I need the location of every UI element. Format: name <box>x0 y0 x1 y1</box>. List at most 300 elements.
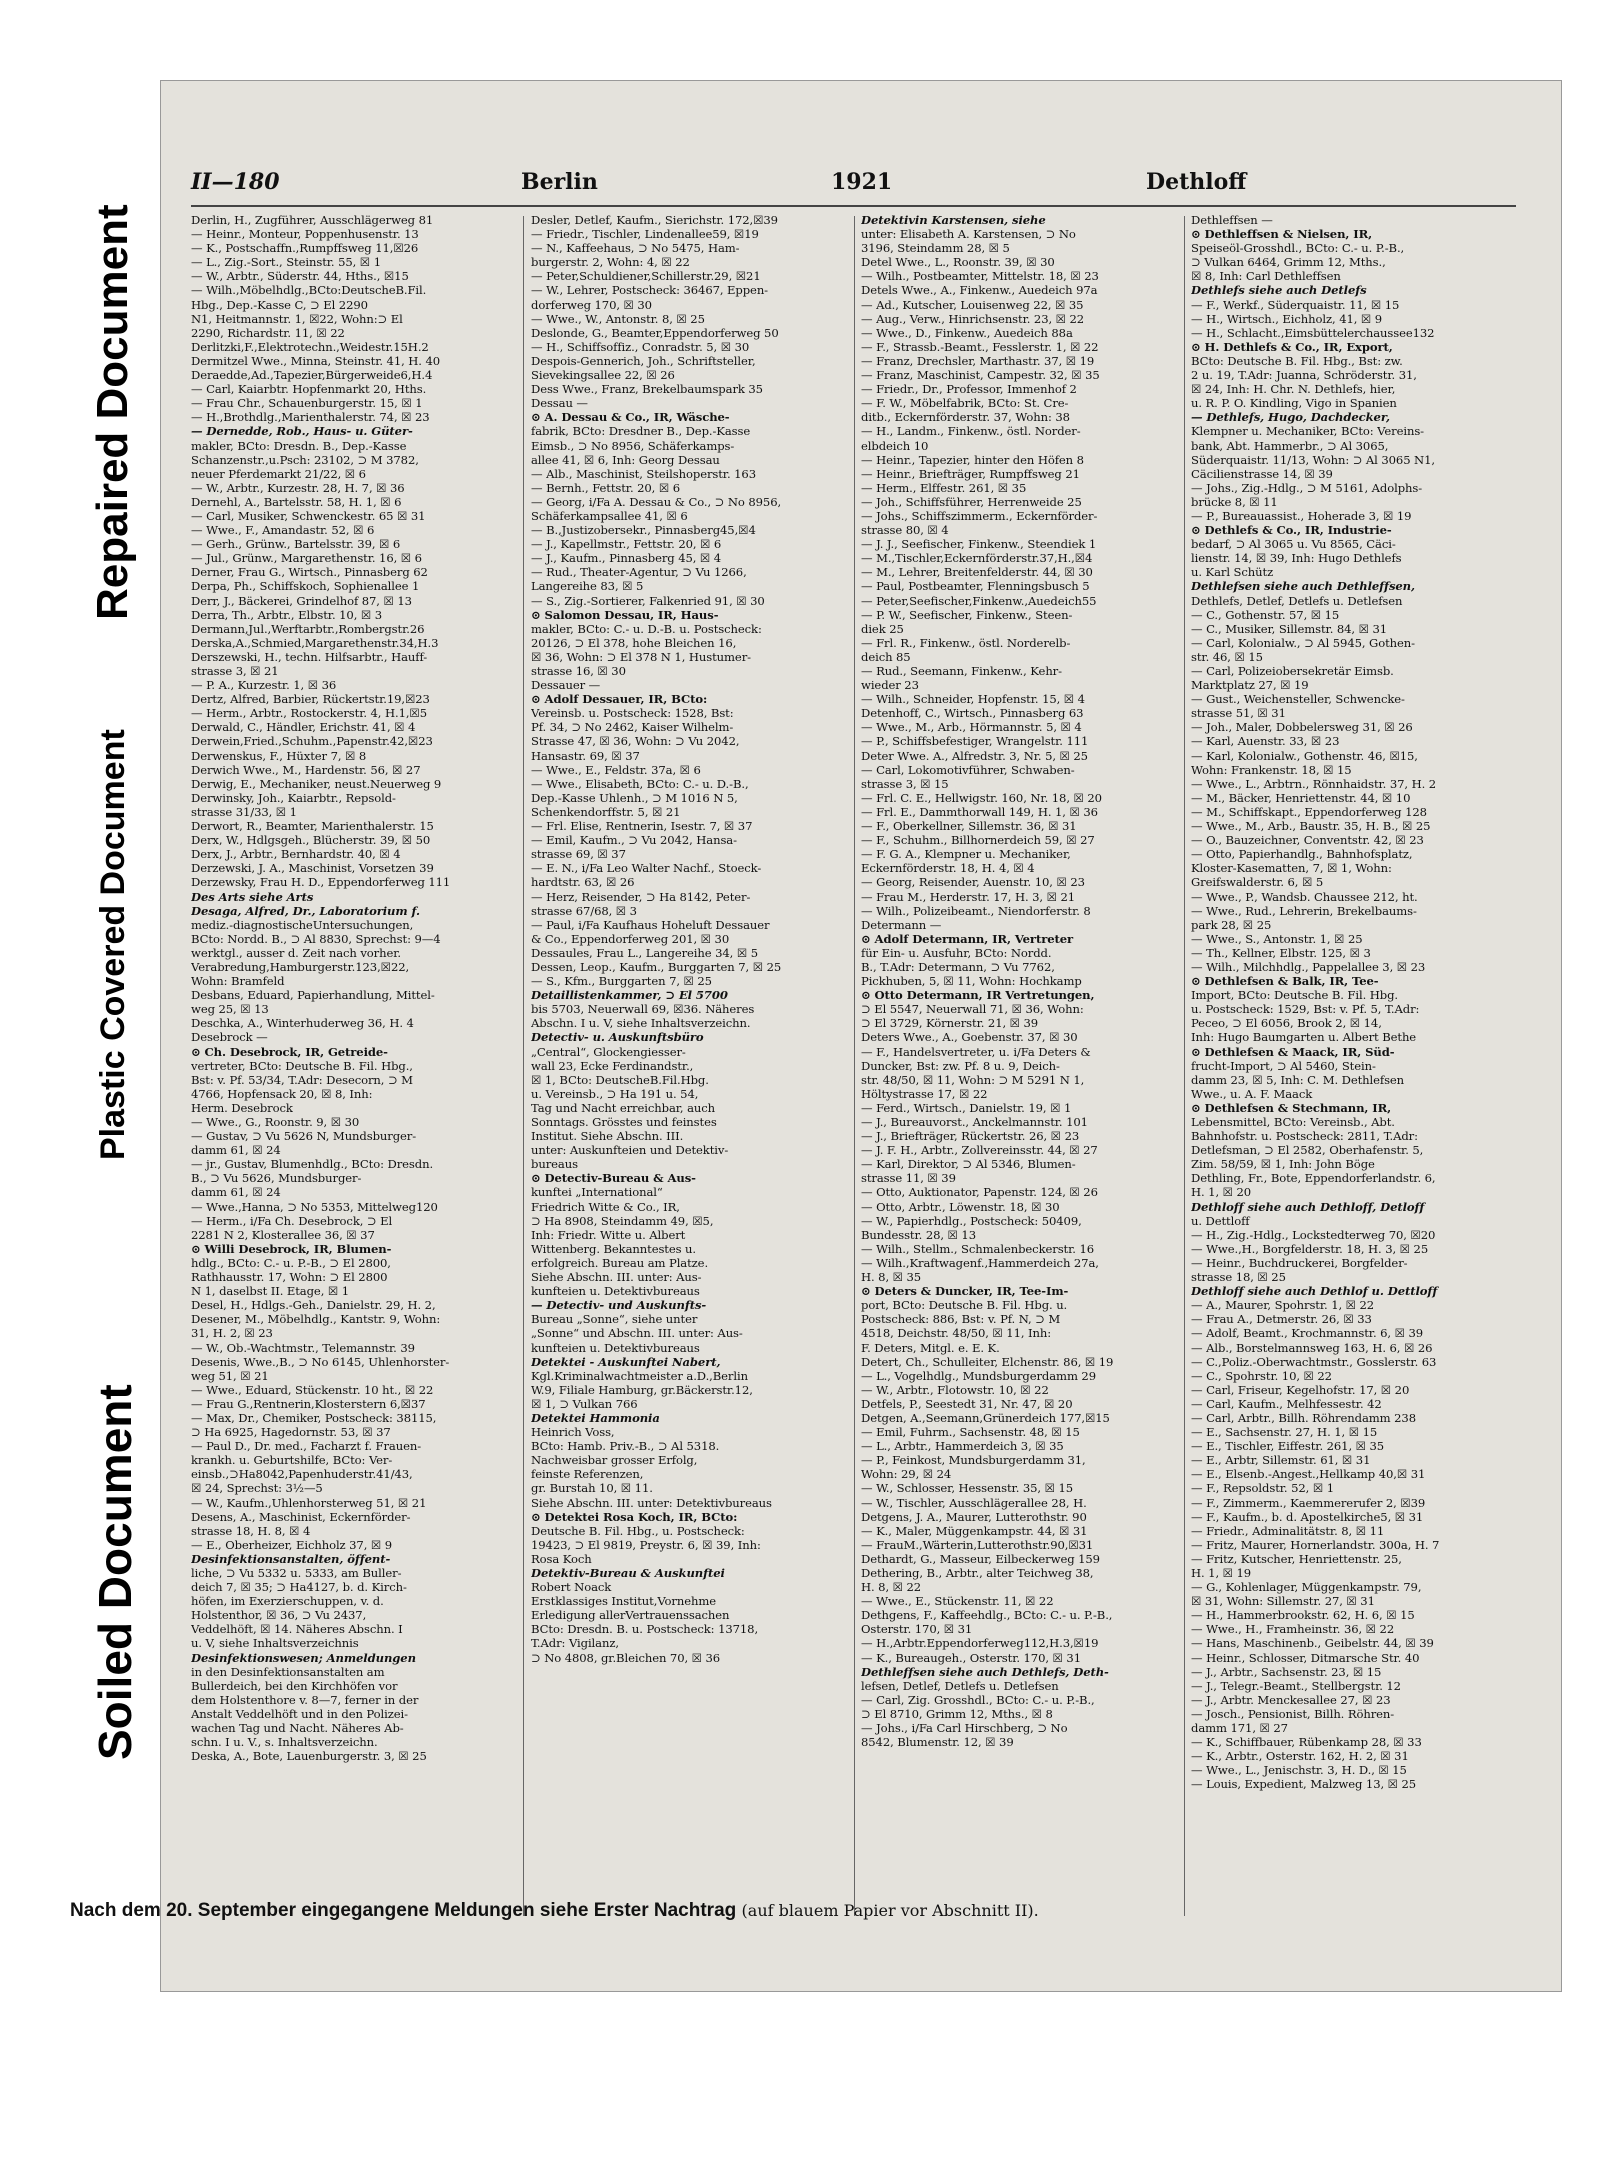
directory-entry: Peceo, ⊃ El 6056, Brook 2, ☒ 14, <box>1191 1016 1382 1031</box>
directory-entry: Institut. Siehe Abschn. III. <box>531 1129 684 1144</box>
directory-entry: ☒ 36, Wohn: ⊃ El 378 N 1, Hustumer- <box>531 649 751 664</box>
directory-entry: Siehe Abschn. III. unter: Detektivbureaus <box>531 1495 772 1510</box>
directory-entry: — W., Arbtr., Kurzestr. 28, H. 7, ☒ 36 <box>191 480 405 495</box>
directory-entry: Detektei Hammonia <box>531 1410 660 1425</box>
directory-entry: bis 5703, Neuerwall 69, ☒36. Näheres <box>531 1002 755 1017</box>
directory-entry: Süderquaistr. 11/13, Wohn: ⊃ Al 3065 N1, <box>1191 452 1435 467</box>
directory-entry: ⊙ Dethlefsen & Balk, IR, Tee- <box>1191 974 1379 989</box>
directory-entry: Dernehl, A., Bartelsstr. 58, H. 1, ☒ 6 <box>191 494 402 509</box>
directory-entry: — Joh., Maler, Dobbelersweg 31, ☒ 26 <box>1191 720 1413 735</box>
directory-entry: Duncker, Bst: zw. Pf. 8 u. 9, Deich- <box>861 1058 1060 1073</box>
directory-entry: burgerstr. 2, Wohn: 4, ☒ 22 <box>531 255 690 270</box>
directory-column-1 <box>191 213 521 1953</box>
directory-entry: einsb.,⊃Ha8042,Papenhuderstr.41/43, <box>191 1467 413 1482</box>
directory-entry: Hansastr. 69, ☒ 37 <box>531 748 640 763</box>
directory-entry: Vereinsb. u. Postscheck: 1528, Bst: <box>531 706 734 721</box>
directory-entry: Greifswalderstr. 6, ☒ 5 <box>1191 875 1324 890</box>
directory-entry: — M.,Tischler,Eckernförderstr.37,H.,☒4 <box>861 551 1093 566</box>
directory-entry: — Herm., Arbtr., Rostockerstr. 4, H.1,☒5 <box>191 706 428 721</box>
header-running-name: Dethloff <box>1146 169 1247 195</box>
directory-entry: Deter Wwe. A., Alfredstr. 3, Nr. 5, ☒ 25 <box>861 748 1088 763</box>
directory-entry: — FrauM.,Wärterin,Lutterothstr.90,☒31 <box>861 1537 1094 1552</box>
directory-entry: Dep.-Kasse Uhlenh., ⊃ M 1016 N 5, <box>531 790 738 805</box>
directory-entry: BCto: Dresdn. B. u. Postscheck: 13718, <box>531 1622 759 1637</box>
directory-entry: strasse 31/33, ☒ 1 <box>191 804 297 819</box>
directory-entry: — Bernh., Fettstr. 20, ☒ 6 <box>531 480 681 495</box>
directory-entry: ⊙ Dethlefs & Co., IR, Industrie- <box>1191 523 1392 538</box>
directory-entry: — E., Arbtr, Sillemstr. 61, ☒ 31 <box>1191 1453 1371 1468</box>
directory-entry: — Otto, Auktionator, Papenstr. 124, ☒ 26 <box>861 1185 1098 1200</box>
directory-entry: Wwe., u. A. F. Maack <box>1191 1086 1313 1101</box>
directory-entry: — J. J., Seefischer, Finkenw., Steendiek 1 <box>861 537 1097 552</box>
directory-entry: Eimsb., ⊃ No 8956, Schäferkamps- <box>531 438 735 453</box>
directory-entry: — S., Kfm., Burggarten 7, ☒ 25 <box>531 974 712 989</box>
directory-entry: F. Deters, Mitgl. e. E. K. <box>861 1340 1000 1355</box>
directory-entry: — Peter,Schuldiener,Schillerstr.29, ☒21 <box>531 269 761 284</box>
directory-entry: — K., Arbtr., Osterstr. 162, H. 2, ☒ 31 <box>1191 1749 1409 1764</box>
directory-column-4 <box>1191 213 1521 1953</box>
directory-entry: — K., Postschaffn.,Rumpffsweg 11,☒26 <box>191 241 419 256</box>
directory-entry: Marktplatz 27, ☒ 19 <box>1191 678 1309 693</box>
directory-entry: — J., Bureauvorst., Anckelmannstr. 101 <box>861 1115 1088 1129</box>
directory-entry: Derzewsky, Frau H. D., Eppendorferweg 111 <box>191 875 451 890</box>
directory-entry: — F., Schuhm., Billhornerdeich 59, ☒ 27 <box>861 833 1095 848</box>
directory-entry: — H.,Brothdlg.,Marienthalerstr. 74, ☒ 23 <box>191 410 430 425</box>
directory-entry: — Friedr., Adminalitätstr. 8, ☒ 11 <box>1191 1523 1385 1538</box>
directory-entry: Verabredung,Hamburgerstr.123,☒22, <box>191 959 410 974</box>
directory-entry: 4766, Hopfensack 20, ☒ 8, Inh: <box>191 1086 373 1101</box>
directory-entry: — H., Wirtsch., Eichholz, 41, ☒ 9 <box>1191 311 1383 326</box>
page-footer <box>70 1900 1410 1926</box>
directory-entry: — W., Tischler, Ausschlägerallee 28, H. <box>861 1495 1087 1510</box>
directory-entry: — Wwe.,H., Borgfelderstr. 18, H. 3, ☒ 25 <box>1191 1241 1429 1256</box>
directory-entry: ☒ 24, Inh: H. Chr. N. Dethlefs, hier, <box>1191 382 1396 397</box>
directory-entry: ⊃ El 8710, Grimm 12, Mths., ☒ 8 <box>861 1706 1053 1721</box>
directory-entry: Deschka, A., Winterhuderweg 36, H. 4 <box>191 1016 414 1031</box>
directory-entry: ⊙ Ch. Desebrock, IR, Getreide- <box>191 1044 388 1059</box>
directory-entry: — Wwe., L., Arbtrn., Rönnhaidstr. 37, H. 2 <box>1191 776 1437 791</box>
directory-entry: Dertz, Alfred, Barbier, Rückertstr.19,☒23 <box>191 692 430 707</box>
directory-entry: Eckernförderstr. 18, H. 4, ☒ 4 <box>861 861 1035 876</box>
directory-entry: B., ⊃ Vu 5626, Mundsburger- <box>191 1171 362 1186</box>
directory-entry: — F., Repsoldstr. 52, ☒ 1 <box>1191 1481 1334 1496</box>
directory-entry: — H., Zig.-Hdlg., Lockstedterweg 70, ☒20 <box>1191 1227 1436 1242</box>
directory-entry: ⊃ Ha 8908, Steindamm 49, ☒5, <box>531 1213 714 1228</box>
directory-entry: Detlefsman, ⊃ El 2582, Oberhafenstr. 5, <box>1191 1143 1424 1158</box>
directory-entry: — P. A., Kurzestr. 1, ☒ 36 <box>191 678 337 693</box>
directory-entry: ⊙ A. Dessau & Co., IR, Wäsche- <box>531 410 730 425</box>
directory-entry: — Josch., Pensionist, Billh. Röhren- <box>1191 1706 1395 1721</box>
directory-entry: allee 41, ☒ 6, Inh: Georg Dessau <box>531 452 720 467</box>
directory-entry: — Franz, Drechsler, Marthastr. 37, ☒ 19 <box>861 353 1095 368</box>
directory-entry: — Herm., Elffestr. 261, ☒ 35 <box>861 480 1027 495</box>
directory-entry: ☒ 31, Wohn: Sillemstr. 27, ☒ 31 <box>1191 1594 1375 1609</box>
directory-entry: — Adolf, Beamt., Krochmannstr. 6, ☒ 39 <box>1191 1326 1424 1341</box>
directory-entry: str. 48/50, ☒ 11, Wohn: ⊃ M 5291 N 1, <box>861 1072 1085 1087</box>
directory-entry: — Carl, Friseur, Kegelhofstr. 17, ☒ 20 <box>1191 1382 1410 1397</box>
directory-entry: ⊙ Detektei Rosa Koch, IR, BCto: <box>531 1509 738 1524</box>
directory-entry: — K., Maler, Müggenkampstr. 44, ☒ 31 <box>861 1523 1088 1538</box>
directory-entry: Rosa Koch <box>531 1551 592 1566</box>
directory-entry: — E. N., i/Fa Leo Walter Nachf., Stoeck- <box>531 861 762 876</box>
directory-entry: Heinrich Voss, <box>531 1425 615 1440</box>
directory-entry: lefsen, Detlef, Detlefs u. Detlefsen <box>861 1678 1059 1693</box>
directory-entry: — L., Zig.-Sort., Steinstr. 55, ☒ 1 <box>191 255 381 270</box>
directory-entry: damm 61, ☒ 24 <box>191 1143 281 1158</box>
directory-entry: Derwort, R., Beamter, Marienthalerstr. 15 <box>191 819 434 834</box>
directory-entry: ⊙ Willi Desebrock, IR, Blumen- <box>191 1241 392 1256</box>
directory-entry: strasse 51, ☒ 31 <box>1191 706 1286 721</box>
directory-entry: wachen Tag und Nacht. Näheres Ab- <box>191 1721 404 1736</box>
directory-entry: Erstklassiges Institut,Vornehme <box>531 1594 716 1609</box>
directory-entry: N 1, daselbst II. Etage, ☒ 1 <box>191 1284 350 1299</box>
directory-entry: 20126, ⊃ El 378, hohe Bleichen 16, <box>531 635 737 650</box>
header-rule <box>191 205 1516 207</box>
directory-entry: gr. Burstah 10, ☒ 11. <box>531 1481 653 1496</box>
directory-entry: Dethling, Fr., Bote, Eppendorferlandstr. 6, <box>1191 1171 1436 1186</box>
directory-entry: Klempner u. Mechaniker, BCto: Vereins- <box>1191 424 1424 439</box>
directory-entry: krankh. u. Geburtshilfe, BCto: Ver- <box>191 1453 393 1468</box>
directory-entry: — H., Schiffsoffiz., Conradstr. 5, ☒ 30 <box>531 339 750 354</box>
directory-entry: Detenhoff, C., Wirtsch., Pinnasberg 63 <box>861 706 1084 721</box>
directory-entry: Dethlefs, Detlef, Detlefs u. Detlefsen <box>1191 593 1403 608</box>
directory-entry: kunftei „International“ <box>531 1185 663 1200</box>
directory-entry: erfolgreich. Bureau am Platze. <box>531 1255 709 1270</box>
directory-entry: — Heinr., Tapezier, hinter den Höfen 8 <box>861 452 1084 467</box>
directory-entry: Desens, A., Maschinist, Eckernförder- <box>191 1509 411 1524</box>
directory-entry: — H., Landm., Finkenw., östl. Norder- <box>861 424 1081 439</box>
directory-entry: — M., Bäcker, Henriettenstr. 44, ☒ 10 <box>1191 790 1411 805</box>
directory-entry: Speiseöl-Grosshdl., BCto: C.- u. P.-B., <box>1191 241 1405 256</box>
directory-entry: Determann — <box>861 917 942 932</box>
directory-entry: — F., Zimmerm., Kaemmererufer 2, ☒39 <box>1191 1495 1426 1510</box>
directory-entry: — Wwe., Elisabeth, BCto: C.- u. D.-B., <box>531 776 749 791</box>
directory-entry: — Herm., i/Fa Ch. Desebrock, ⊃ El <box>191 1213 393 1228</box>
directory-entry: strasse 69, ☒ 37 <box>531 847 626 862</box>
directory-entry: — Wilh.,Möbelhdlg.,BCto:DeutscheB.Fil. <box>191 283 427 298</box>
directory-entry: ⊃ Vulkan 6464, Grimm 12, Mths., <box>1191 255 1386 270</box>
directory-entry: — F., Strassb.-Beamt., Fesslerstr. 1, ☒ 22 <box>861 339 1099 354</box>
directory-entry: Dethleffsen — <box>1191 213 1273 227</box>
directory-entry: ⊃ El 5547, Neuerwall 71, ☒ 36, Wohn: <box>861 1002 1084 1017</box>
directory-entry: — Karl, Kolonialw., Gothenstr. 46, ☒15, <box>1191 748 1418 763</box>
directory-entry: fabrik, BCto: Dresdner B., Dep.-Kasse <box>531 424 751 439</box>
directory-entry: — E., Oberheizer, Eichholz 37, ☒ 9 <box>191 1537 393 1552</box>
directory-entry: Pickhuben, 5, ☒ 11, Wohn: Hochkamp <box>861 974 1082 989</box>
directory-entry: Deters Wwe., A., Goebenstr. 37, ☒ 30 <box>861 1030 1078 1045</box>
directory-entry: kunfteien u. Detektivbureaus <box>531 1340 700 1355</box>
directory-entry: — Frl. E., Dammthorwall 149, H. 1, ☒ 36 <box>861 804 1098 819</box>
directory-entry: — H., Schlacht.,Eimsbüttelerchaussee132 <box>1191 325 1435 340</box>
directory-entry: — C., Spohrstr. 10, ☒ 22 <box>1191 1368 1332 1383</box>
directory-entry: makler, BCto: Dresdn. B., Dep.-Kasse <box>191 438 407 453</box>
directory-entry: — Wwe., H., Framheinstr. 36, ☒ 22 <box>1191 1622 1395 1637</box>
directory-entry: Dethloff siehe auch Dethloff, Detloff <box>1191 1199 1425 1214</box>
directory-entry: 19423, ⊃ El 9819, Preystr. 6, ☒ 39, Inh: <box>531 1537 761 1552</box>
directory-entry: Schanzenstr.,u.Psch: 23102, ⊃ M 3782, <box>191 452 419 467</box>
directory-entry: — W., Kaufm.,Uhlenhorsterweg 51, ☒ 21 <box>191 1495 427 1510</box>
directory-entry: — Aug., Verw., Hinrichsenstr. 23, ☒ 22 <box>861 311 1085 326</box>
directory-entry: ⊙ Deters & Duncker, IR, Tee-Im- <box>861 1284 1069 1299</box>
directory-entry: Dethlefsen siehe auch Dethleffsen, <box>1191 579 1415 594</box>
directory-entry: — S., Zig.-Sortierer, Falkenried 91, ☒ 30 <box>531 593 765 608</box>
directory-entry: — Wilh., Schneider, Hopfenstr. 15, ☒ 4 <box>861 692 1085 707</box>
directory-entry: bank, Abt. Hammerbr., ⊃ Al 3065, <box>1191 438 1389 453</box>
directory-entry: Hbg., Dep.-Kasse C, ⊃ El 2290 <box>191 297 368 312</box>
directory-entry: Derpa, Ph., Schiffskoch, Sophienallee 1 <box>191 579 420 594</box>
directory-entry: damm 171, ☒ 27 <box>1191 1721 1288 1736</box>
directory-entry: brücke 8, ☒ 11 <box>1191 494 1278 509</box>
directory-entry: — G., Kohlenlager, Müggenkampstr. 79, <box>1191 1580 1422 1595</box>
directory-entry: Derwenskus, F., Hüxter 7, ☒ 8 <box>191 748 367 763</box>
directory-entry: „Sonne“ und Abschn. III. unter: Aus- <box>531 1326 743 1341</box>
directory-entry: u. Vereinsb., ⊃ Ha 191 u. 54, <box>531 1086 699 1101</box>
directory-entry: Bureau „Sonne“, siehe unter <box>531 1312 698 1327</box>
directory-entry: — Frau M., Herderstr. 17, H. 3, ☒ 21 <box>861 889 1076 904</box>
directory-entry: dorferweg 170, ☒ 30 <box>531 297 652 312</box>
directory-entry: Derlin, H., Zugführer, Ausschlägerweg 81 <box>191 213 434 227</box>
directory-entry: — Louis, Expedient, Malzweg 13, ☒ 25 <box>1191 1777 1417 1792</box>
directory-entry: Derwald, C., Händler, Erichstr. 41, ☒ 4 <box>191 720 416 735</box>
directory-entry: ☒ 1, ⊃ Vulkan 766 <box>531 1396 638 1411</box>
directory-entry: — E., Sachsenstr. 27, H. 1, ☒ 15 <box>1191 1425 1378 1440</box>
directory-entry: — A., Maurer, Spohrstr. 1, ☒ 22 <box>1191 1298 1375 1313</box>
directory-entry: Derlitzki,F.,Elektrotechn.,Weidestr.15H.2 <box>191 339 429 354</box>
directory-entry: — B.,Justizobersekr., Pinnasberg45,☒4 <box>531 523 756 538</box>
directory-entry: ⊙ Adolf Determann, IR, Vertreter <box>861 931 1074 946</box>
directory-entry: wieder 23 <box>861 678 919 693</box>
directory-entry: Dethering, B., Arbtr., alter Teichweg 38, <box>861 1566 1094 1580</box>
directory-entry: — F., Kaufm., b. d. Apostelkirche5, ☒ 31 <box>1191 1509 1424 1524</box>
directory-entry: strasse 18, H. 8, ☒ 4 <box>191 1523 311 1538</box>
directory-entry: Bundesstr. 28, ☒ 13 <box>861 1227 976 1242</box>
directory-entry: Herm. Desebrock <box>191 1100 293 1115</box>
directory-entry: bureaus <box>531 1157 578 1172</box>
directory-entry: Desebrock — <box>191 1030 268 1045</box>
directory-entry: — Wwe., F., Amandastr. 52, ☒ 6 <box>191 523 375 538</box>
directory-entry: Kgl.Kriminalwachtmeister a.D.,Berlin <box>531 1368 748 1383</box>
directory-entry: — Wilh., Postbeamter, Mittelstr. 18, ☒ 23 <box>861 269 1099 284</box>
directory-entry: strasse 3, ☒ 21 <box>191 664 279 678</box>
directory-entry: Erledigung allerVertrauenssachen <box>531 1608 730 1623</box>
directory-entry: — Carl, Zig. Grosshdl., BCto: C.- u. P.-B., <box>861 1692 1095 1707</box>
directory-entry: neuer Pferdemarkt 21/22, ☒ 6 <box>191 466 366 481</box>
directory-entry: — Fritz, Kutscher, Henriettenstr. 25, <box>1191 1551 1402 1566</box>
directory-entry: ⊙ Detectiv-Bureau & Aus- <box>531 1171 696 1186</box>
directory-entry: — Frl. Elise, Rentnerin, Isestr. 7, ☒ 37 <box>531 819 753 834</box>
directory-entry: unter: Elisabeth A. Karstensen, ⊃ No <box>861 227 1076 242</box>
page-header <box>191 169 1511 205</box>
directory-entry: Detels Wwe., A., Finkenw., Auedeich 97a <box>861 283 1098 298</box>
directory-entry: dem Holstenthore v. 8—7, ferner in der <box>191 1692 419 1707</box>
directory-column-2 <box>531 213 861 1953</box>
directory-entry: — Wilh., Stellm., Schmalenbeckerstr. 16 <box>861 1241 1095 1256</box>
directory-entry: — jr., Gustav, Blumenhdlg., BCto: Dresdn. <box>191 1157 434 1172</box>
plastic-covered-document-label: Plastic Covered Document <box>94 729 132 1160</box>
directory-entry: — Wwe., M., Arb., Hörmannstr. 5, ☒ 4 <box>861 720 1082 735</box>
directory-entry: — Wwe., E., Stückenstr. 11, ☒ 22 <box>861 1594 1054 1609</box>
directory-entry: strasse 3, ☒ 15 <box>861 776 949 791</box>
directory-entry: Sievekingsallee 22, ☒ 26 <box>531 368 675 383</box>
directory-entry: H. 8, ☒ 35 <box>861 1270 922 1285</box>
directory-entry: Dessauer — <box>531 678 601 693</box>
directory-entry: BCto: Deutsche B. Fil. Hbg., Bst: zw. <box>1191 353 1403 368</box>
directory-entry: — Dethlefs, Hugo, Dachdecker, <box>1191 410 1390 425</box>
directory-entry: — J., Briefträger, Rückertstr. 26, ☒ 23 <box>861 1129 1080 1144</box>
directory-entry: — Heinr., Monteur, Poppenhusenstr. 13 <box>191 227 419 242</box>
directory-entry: — F., Oberkellner, Sillemstr. 36, ☒ 31 <box>861 819 1077 834</box>
directory-entry: Derx, J., Arbtr., Bernhardstr. 40, ☒ 4 <box>191 847 401 862</box>
directory-entry: Detektei - Auskunftei Nabert, <box>531 1354 721 1369</box>
directory-entry: — Wwe., L., Jenischstr. 3, H. D., ☒ 15 <box>1191 1763 1407 1778</box>
directory-entry: 3196, Steindamm 28, ☒ 5 <box>861 241 1010 256</box>
directory-entry: — Wwe., S., Antonstr. 1, ☒ 25 <box>1191 931 1363 946</box>
directory-entry: — F. W., Möbelfabrik, BCto: St. Cre- <box>861 396 1069 411</box>
directory-entry: mediz.-diagnostischeUntersuchungen, <box>191 917 414 932</box>
directory-entry: — Carl, Lokomotivführer, Schwaben- <box>861 762 1075 777</box>
directory-entry: str. 46, ☒ 15 <box>1191 649 1263 664</box>
directory-entry: BCto: Nordd. B., ⊃ Al 8830, Sprechst: 9—4 <box>191 931 441 946</box>
directory-entry: Dess Wwe., Franz, Brekelbaumspark 35 <box>531 382 763 397</box>
directory-entry: unter: Auskunfteien und Detektiv- <box>531 1143 729 1158</box>
directory-entry: Detgens, J. A., Maurer, Lutterothstr. 90 <box>861 1509 1087 1524</box>
directory-entry: — Wwe., Eduard, Stückenstr. 10 ht., ☒ 22 <box>191 1382 434 1397</box>
directory-entry: Derwinsky, Joh., Kaiarbtr., Repsold- <box>191 790 396 805</box>
directory-entry: — Wwe., W., Antonstr. 8, ☒ 25 <box>531 311 705 326</box>
directory-entry: weg 51, ☒ 21 <box>191 1368 269 1383</box>
directory-entry: strasse 18, ☒ 25 <box>1191 1270 1286 1285</box>
directory-entry: — Rud., Theater-Agentur, ⊃ Vu 1266, <box>531 565 747 580</box>
directory-entry: Bst: v. Pf. 53/34, T.Adr: Desecorn, ⊃ M <box>191 1072 413 1087</box>
directory-entry: — J., Arbtr., Sachsenstr. 23, ☒ 15 <box>1191 1664 1382 1679</box>
directory-entry: damm 61, ☒ 24 <box>191 1185 281 1200</box>
directory-entry: H. 1, ☒ 19 <box>1191 1566 1252 1580</box>
directory-entry: Import, BCto: Deutsche B. Fil. Hbg. <box>1191 988 1398 1003</box>
directory-entry: damm 23, ☒ 5, Inh: C. M. Dethlefsen <box>1191 1072 1405 1087</box>
directory-entry: — L., Arbtr., Hammerdeich 3, ☒ 35 <box>861 1439 1064 1454</box>
directory-entry: Friedrich Witte & Co., IR, <box>531 1199 680 1214</box>
directory-entry: 31, H. 2, ☒ 23 <box>191 1326 273 1341</box>
directory-entry: Dethleffsen siehe auch Dethlefs, Deth- <box>861 1664 1109 1679</box>
directory-entry: bedarf, ⊃ Al 3065 u. Vu 8565, Cäci- <box>1191 537 1396 552</box>
directory-entry: — Otto, Arbtr., Löwenstr. 18, ☒ 30 <box>861 1199 1060 1214</box>
directory-entry: diek 25 <box>861 621 904 636</box>
directory-entry: — Frl. C. E., Hellwigstr. 160, Nr. 18, ☒ 20 <box>861 790 1102 805</box>
directory-entry: Desbans, Eduard, Papierhandlung, Mittel- <box>191 988 435 1003</box>
directory-entry: — Wwe., E., Feldstr. 37a, ☒ 6 <box>531 762 701 777</box>
directory-entry: — W., Schlosser, Hessenstr. 35, ☒ 15 <box>861 1481 1074 1496</box>
directory-page <box>160 80 1562 1992</box>
directory-entry: Detgen, A.,Seemann,Grünerdeich 177,☒15 <box>861 1410 1110 1425</box>
directory-entry: Deraedde,Ad.,Tapezier,Bürgerweide6,H.4 <box>191 368 433 383</box>
directory-entry: Detfels, P., Seestedt 31, Nr. 47, ☒ 20 <box>861 1396 1073 1411</box>
directory-entry: Deutsche B. Fil. Hbg., u. Postscheck: <box>531 1523 745 1538</box>
directory-entry: Langereihe 83, ☒ 5 <box>531 579 644 594</box>
directory-entry: W.9, Filiale Hamburg, gr.Bäckerstr.12, <box>531 1382 753 1397</box>
directory-entry: Dessen, Leop., Kaufm., Burggarten 7, ☒ 25 <box>531 959 782 974</box>
directory-entry: — P., Feinkost, Mundsburgerdamm 31, <box>861 1453 1086 1468</box>
directory-entry: — Gustav, ⊃ Vu 5626 N, Mundsburger- <box>191 1129 417 1144</box>
directory-entry: Veddelhöft, ☒ 14. Näheres Abschn. I <box>191 1622 403 1637</box>
directory-entry: in den Desinfektionsanstalten am <box>191 1664 385 1679</box>
directory-entry: — Wilh.,Kraftwagenf.,Hammerdeich 27a, <box>861 1255 1099 1270</box>
directory-entry: — Joh., Schiffsführer, Herrenweide 25 <box>861 494 1082 509</box>
directory-entry: Detel Wwe., L., Roonstr. 39, ☒ 30 <box>861 255 1055 270</box>
directory-entry: — J. F. H., Arbtr., Zollvereinsstr. 44, ☒ 27 <box>861 1143 1098 1158</box>
directory-entry: — Wwe.,Hanna, ⊃ No 5353, Mittelweg120 <box>191 1199 438 1214</box>
directory-entry: Wittenberg. Bekanntestes u. <box>531 1241 697 1256</box>
directory-entry: Tag und Nacht erreichbar, auch <box>531 1100 716 1115</box>
directory-entry: port, BCto: Deutsche B. Fil. Hbg. u. <box>861 1298 1068 1313</box>
column-divider <box>523 216 524 1916</box>
directory-entry: Rathhausstr. 17, Wohn: ⊃ El 2800 <box>191 1270 388 1285</box>
directory-entry: — Johs., i/Fa Carl Hirschberg, ⊃ No <box>861 1721 1068 1736</box>
directory-entry: Siehe Abschn. III. unter: Aus- <box>531 1270 702 1285</box>
directory-entry: Anstalt Veddelhöft und in den Polizei- <box>191 1706 408 1721</box>
directory-entry: Dethardt, G., Masseur, Eilbeckerweg 159 <box>861 1551 1100 1566</box>
side-label-strip <box>80 120 150 1770</box>
directory-entry: — W., Ob.-Wachtmstr., Telemannstr. 39 <box>191 1340 415 1355</box>
directory-entry: — Max, Dr., Chemiker, Postscheck: 38115, <box>191 1410 437 1425</box>
directory-entry: lienstr. 14, ☒ 39, Inh: Hugo Dethlefs <box>1191 551 1402 566</box>
directory-entry: — C., Musiker, Sillemstr. 84, ☒ 31 <box>1191 621 1388 636</box>
footer-notice: Nach dem 20. September eingegangene Meldungen siehe Erster Nachtrag <box>70 1900 737 1921</box>
directory-entry: — Carl, Musiker, Schwenckestr. 65 ☒ 31 <box>191 508 426 523</box>
directory-entry: & Co., Eppendorferweg 201, ☒ 30 <box>531 931 730 946</box>
directory-entry: 2290, Richardstr. 11, ☒ 22 <box>191 325 345 340</box>
directory-entry: — Wilh., Milchhdlg., Pappelallee 3, ☒ 23 <box>1191 959 1426 974</box>
soiled-document-label: Soiled Document <box>89 1384 141 1760</box>
directory-entry: park 28, ☒ 25 <box>1191 917 1272 932</box>
directory-entry: — Frl. R., Finkenw., östl. Norderelb- <box>861 635 1071 650</box>
directory-entry: Nachweisbar grosser Erfolg, <box>531 1453 698 1468</box>
directory-entry: — Carl, Arbtr., Billh. Röhrendamm 238 <box>1191 1410 1416 1425</box>
directory-entry: Holstenthor, ☒ 36, ⊃ Vu 2437, <box>191 1608 367 1623</box>
directory-entry: deich 85 <box>861 649 911 664</box>
directory-entry: — Fritz, Maurer, Hornerlandstr. 300a, H. 7 <box>1191 1537 1440 1552</box>
directory-entry: — Carl, Polizeiobersekretär Eimsb. <box>1191 664 1394 678</box>
directory-entry: Detert, Ch., Schulleiter, Elchenstr. 86, ☒ 19 <box>861 1354 1114 1369</box>
directory-entry: strasse 80, ☒ 4 <box>861 523 949 538</box>
directory-entry: — Johs., Schiffszimmerm., Eckernförder- <box>861 508 1098 523</box>
directory-entry: Deslonde, G., Beamter,Eppendorferweg 50 <box>531 325 779 340</box>
directory-entry: — Wwe., D., Finkenw., Auedeich 88a <box>861 325 1073 340</box>
directory-entry: Dermann,Jul.,Werftarbtr.,Rombergstr.26 <box>191 621 425 636</box>
directory-entry: deich 7, ☒ 35; ⊃ Ha4127, b. d. Kirch- <box>191 1580 407 1595</box>
directory-entry: — K., Bureaugeh., Osterstr. 170, ☒ 31 <box>861 1650 1081 1665</box>
directory-entry: Strasse 47, ☒ 36, Wohn: ⊃ Vu 2042, <box>531 734 740 749</box>
directory-entry: Desel, H., Hdlgs.-Geh., Danielstr. 29, H. 2, <box>191 1298 436 1313</box>
directory-entry: Postscheck: 886, Bst: v. Pf. N, ⊃ M <box>861 1312 1061 1327</box>
directory-entry: — N., Kaffeehaus, ⊃ No 5475, Ham- <box>531 241 740 256</box>
directory-entry: Wohn: 29, ☒ 24 <box>861 1467 952 1482</box>
directory-entry: — Wwe., M., Arb., Baustr. 35, H. B., ☒ 25 <box>1191 819 1431 834</box>
directory-entry: ⊙ Otto Determann, IR Vertretungen, <box>861 988 1095 1003</box>
directory-entry: Inh: Hugo Baumgarten u. Albert Bethe <box>1191 1030 1417 1045</box>
directory-entry: Dethlefs siehe auch Detlefs <box>1191 283 1367 298</box>
directory-entry: makler, BCto: C.- u. D.-B. u. Postscheck: <box>531 621 762 636</box>
directory-entry: strasse 16, ☒ 30 <box>531 664 626 678</box>
directory-entry: u. Postscheck: 1529, Bst: v. Pf. 5, T.Adr: <box>1191 1002 1420 1017</box>
directory-entry: ⊃ Ha 6925, Hagedornstr. 53, ☒ 37 <box>191 1425 391 1440</box>
directory-entry: Bullerdeich, bei den Kirchhöfen vor <box>191 1678 398 1693</box>
directory-entry: — Gust., Weichensteller, Schwencke- <box>1191 692 1405 707</box>
directory-entry: werktgl., ausser d. Zeit nach vorher. <box>191 945 402 960</box>
directory-entry: Inh: Friedr. Witte u. Albert <box>531 1227 686 1242</box>
page-number: II—180 <box>191 169 280 195</box>
directory-entry: Höltystrasse 17, ☒ 22 <box>861 1086 988 1101</box>
directory-entry: u. Dettloff <box>1191 1213 1250 1228</box>
